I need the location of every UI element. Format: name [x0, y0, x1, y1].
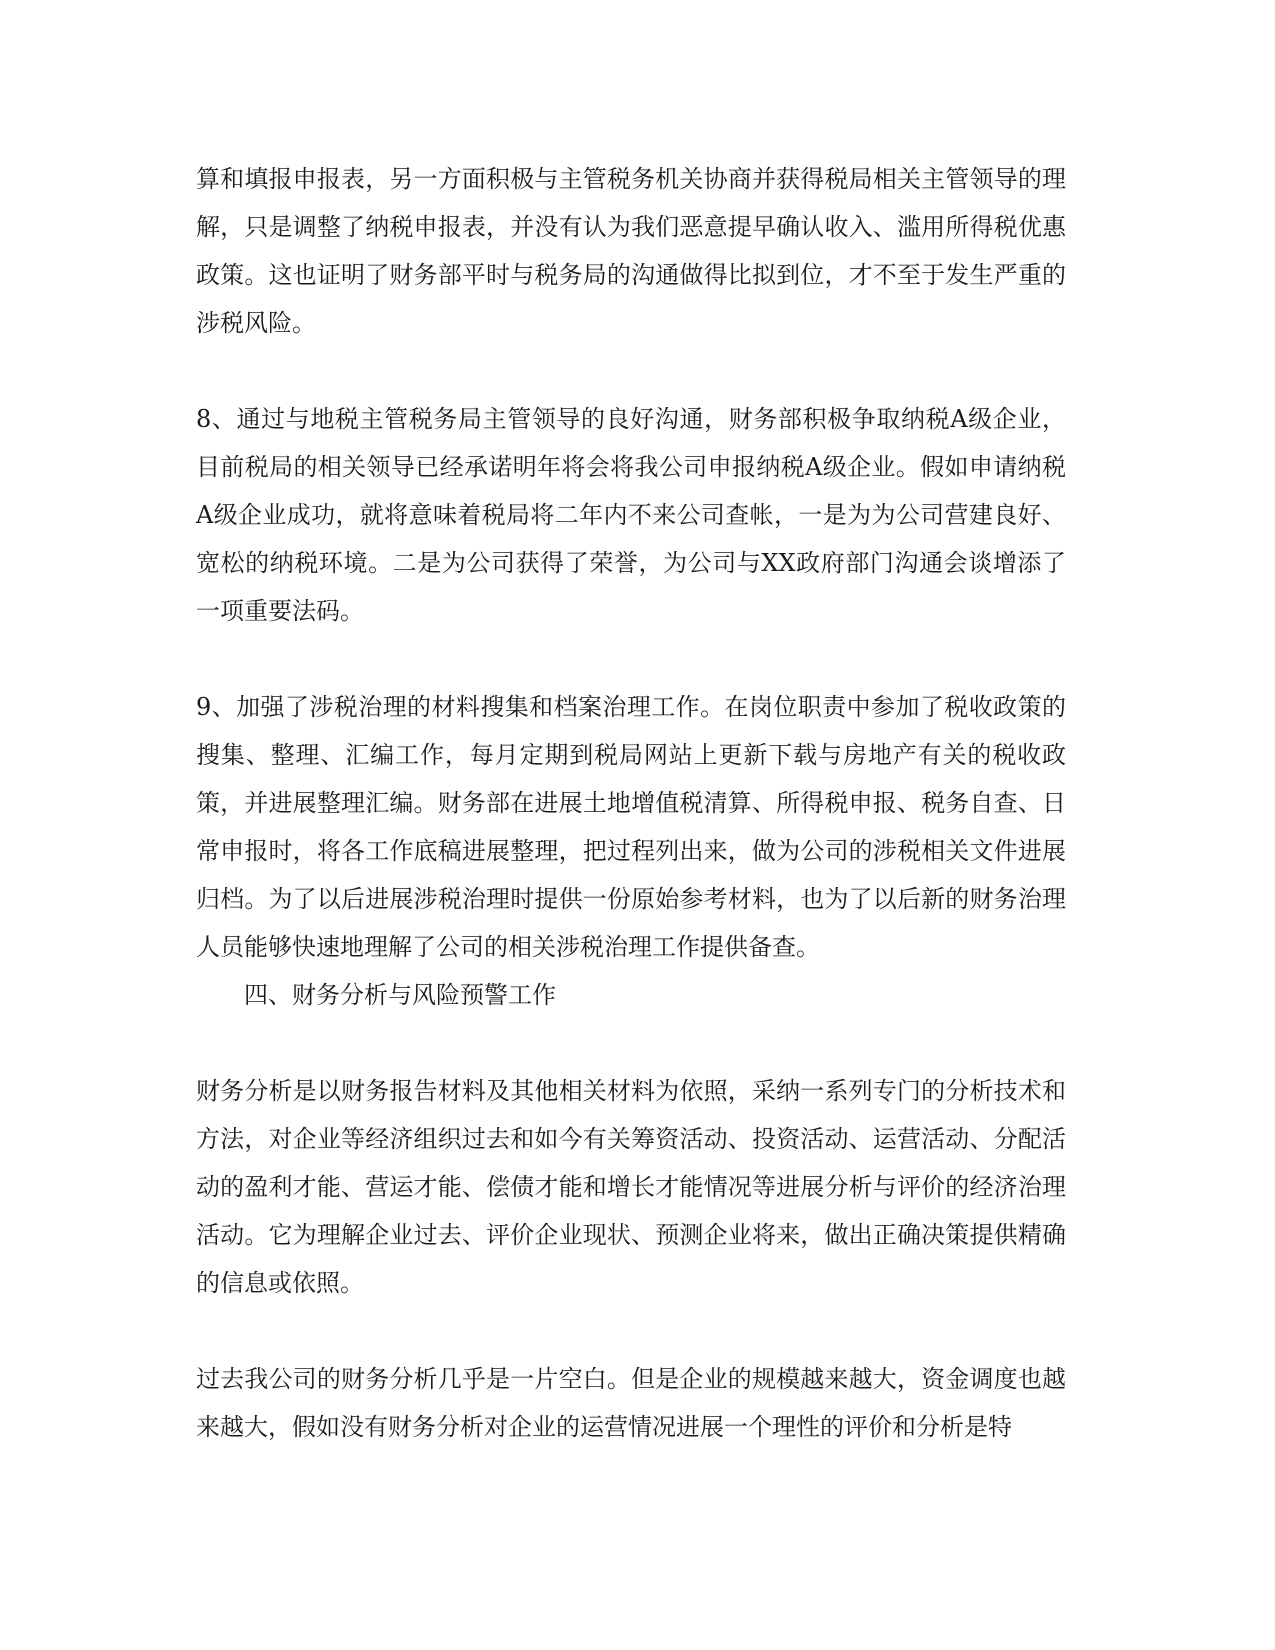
- section-heading-financial-analysis: 四、财务分析与风险预警工作: [244, 981, 556, 1009]
- document-body: [196, 155, 1066, 1451]
- paragraph-financial-analysis-definition: 财务分析是以财务报告材料及其他相关材料为依照，采纳一系列专门的分析技术和方法，对企业等经济组织过去和如今有关筹资活动、投资活动、运营活动、分配活动的盈利才能、营运才能、偿债才能和增长才能情况等进展分析与评价的经济治理活动。它为理解企业过去、评价企业现状、预测企业将来，做出正确决策提供精确的信息或依照。: [196, 1077, 1066, 1297]
- paragraph-item-8-tax-a-grade: 8、通过与地税主管税务局主管领导的良好沟通，财务部积极争取纳税A级企业，目前税局的相关领导已经承诺明年将会将我公司申报纳税A级企业。假如申请纳税A级企业成功，就将意味着税局将二年内不来公司查帐，一是为为公司营建良好、宽松的纳税环境。二是为公司获得了荣誉，为公司与XX政府部门沟通会谈增添了一项重要法码。: [196, 405, 1066, 625]
- paragraph-tax-communication-continued: 算和填报申报表，另一方面积极与主管税务机关协商并获得税局相关主管领导的理解，只是调整了纳税申报表，并没有认为我们恶意提早确认收入、滥用所得税优惠政策。这也证明了财务部平时与税务局的沟通做得比拟到位，才不至于发生严重的涉税风险。: [196, 165, 1066, 337]
- paragraph-item-9-tax-documentation: 9、加强了涉税治理的材料搜集和档案治理工作。在岗位职责中参加了税收政策的搜集、整理、汇编工作，每月定期到税局网站上更新下载与房地产有关的税收政策，并进展整理汇编。财务部在进展土地增值税清算、所得税申报、税务自查、日常申报时，将各工作底稿进展整理，把过程列出来，做为公司的涉税相关文件进展归档。为了以后进展涉税治理时提供一份原始参考材料，也为了以后新的财务治理人员能够快速地理解了公司的相关涉税治理工作提供备查。: [196, 693, 1066, 961]
- paragraph-financial-analysis-past: 过去我公司的财务分析几乎是一片空白。但是企业的规模越来越大，资金调度也越来越大，假如没有财务分析对企业的运营情况进展一个理性的评价和分析是特: [196, 1365, 1066, 1441]
